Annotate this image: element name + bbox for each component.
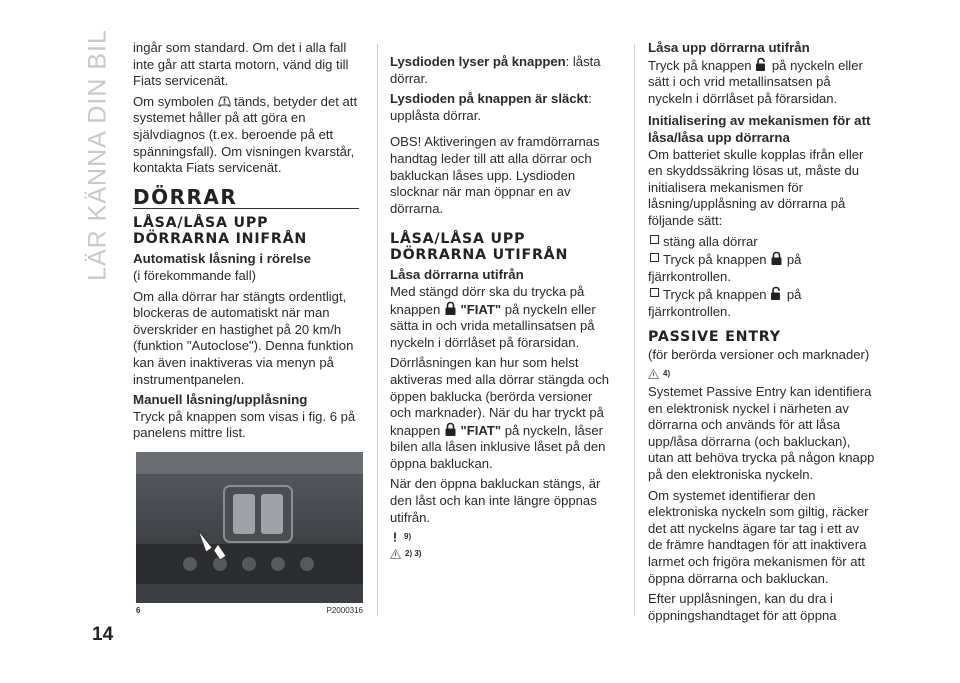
column-divider — [377, 44, 378, 616]
page-number: 14 — [92, 624, 114, 645]
padlock-unlocked-icon — [755, 57, 768, 71]
paragraph: Efter upplåsningen, kan du dra i öppningshandtaget för att öppna — [648, 591, 837, 623]
subheading-auto-lock: Automatisk låsning i rörelse — [133, 251, 312, 267]
padlock-unlocked-icon — [770, 286, 783, 300]
warning-reference: 4) — [648, 367, 876, 381]
subheading-lock-outside: Låsa dörrarna utifrån — [390, 267, 524, 283]
side-section-title-text: LÄR KÄNNA DIN BIL — [83, 29, 112, 281]
list-item: stäng alla dörrar — [648, 234, 876, 251]
subheading-unlock-outside: Låsa upp dörrarna utifrån — [648, 40, 810, 55]
exclamation-icon — [390, 532, 400, 542]
paragraph: Om symbolen tänds, betyder det att systemet håller på att göra en självdiagnos (t.ex. beroende på ett spänningsfall). Om visningen kvarstår, kontakta Fiats servicenät. — [133, 93, 358, 176]
paragraph: (i förekommande fall) — [133, 267, 256, 283]
column-1 — [133, 40, 359, 446]
paragraph: ingår som standard. Om det i alla fall inte går att starta motorn, vänd dig till Fiats servicenät. — [133, 40, 349, 89]
subheading-manual-lock: Manuell låsning/upplåsning — [133, 392, 308, 408]
paragraph: Med stängd dörr ska du trycka på knappen "FIAT" på nyckeln eller sätta in och vrida metallinsatsen på nyckeln i dörrlåset på förarsidan. — [390, 283, 596, 350]
side-section-title — [78, 10, 118, 300]
paragraph: Tryck på knappen på nyckeln eller sätt i och vrid metallinsatsen på nyckeln i dörrlåset på förarsidan. — [648, 57, 863, 106]
list-item: Tryck på knappen på fjärrkontrollen. — [648, 252, 802, 284]
subheading-initialisation: Initialisering av mekanismen för att låsa/låsa upp dörrarna — [648, 113, 871, 145]
bullet-square-icon — [650, 288, 659, 297]
paragraph: Om alla dörrar har stängts ordentligt, blockeras de automatiskt när man överskrider en hastighet på 20 km/h (funktion "Autoclose"). Denna funktion kan även inaktiveras via menyn på instrumentpanelen. — [133, 288, 354, 387]
paragraph: Dörrlåsningen kan hur som helst aktiveras med alla dörrar stängda och öppen baklucka (berörda versioner och marknader). När du har tryckt på knappen "FIAT" på nyckeln, låser bilen alla låsen inklusive låset på den öppna bakluckan. — [390, 355, 610, 471]
paragraph: Tryck på knappen som visas i fig. 6 på panelens mittre list. — [133, 408, 356, 441]
paragraph: Systemet Passive Entry kan identifiera en elektronisk nyckel i närheten av dörrarna och används för att låsa upp/låsa dörrarna (och bakluckan), utan att behöva trycka på någon knapp på den elektroniska nyckeln. — [648, 384, 875, 483]
paragraph: När den öppna bakluckan stängs, är den låst och kan inte längre öppnas utifrån. — [390, 476, 601, 525]
figure-6-dashboard-photo — [136, 452, 363, 603]
figure-code: P2000316 — [326, 606, 363, 615]
column-2 — [390, 54, 612, 564]
paragraph: OBS! Aktiveringen av framdörrarnas handtag leder till att alla dörrar och bakluckan låses upp. Lysdioden slocknar när man öppnar en av dörrarna. — [390, 134, 600, 216]
column-divider — [634, 44, 635, 616]
warning-triangle-icon — [390, 549, 401, 559]
column-3 — [648, 40, 876, 628]
paragraph: Lysdioden lyser på knappen: låsta dörrar. — [390, 54, 601, 86]
padlock-locked-icon — [444, 301, 457, 315]
heading-lock-inside: LÅSA/LÅSA UPP DÖRRARNA INIFRÅN — [133, 215, 308, 248]
bullet-square-icon — [650, 253, 659, 262]
car-warning-icon — [217, 95, 230, 109]
bullet-square-icon — [650, 235, 659, 244]
paragraph: Om batteriet skulle kopplas ifrån eller en skyddssäkring lösas ut, måste du initialisera mekanismen för låsning/upplåsning av dörrarna på följande sätt: — [648, 146, 864, 228]
figure-number: 6 — [136, 606, 141, 615]
padlock-locked-icon — [444, 422, 457, 436]
padlock-locked-icon — [770, 251, 783, 265]
heading-lock-outside: LÅSA/LÅSA UPP DÖRRARNA UTIFRÅN — [390, 231, 569, 264]
figure-caption — [136, 606, 363, 615]
paragraph: Lysdioden på knappen är släckt: upplåsta dörrar. — [390, 91, 592, 123]
warning-triangle-icon — [648, 369, 659, 379]
paragraph: (för berörda versioner och marknader) — [648, 346, 870, 362]
heading-doors: DÖRRAR — [133, 189, 359, 210]
warning-reference: 9) — [390, 530, 612, 544]
warning-reference: 2) 3) — [390, 547, 612, 561]
list-item: Tryck på knappen på fjärrkontrollen. — [648, 287, 802, 319]
paragraph: Om systemet identifierar den elektroniska nyckeln som giltig, räcker det att nyckelns ägare tar tag i ett av de främre handtagen för att inaktivera larmet och frigöra mekanismen för att öppna dörrarna och bakluckan. — [648, 487, 869, 586]
heading-passive-entry: PASSIVE ENTRY — [648, 328, 781, 345]
